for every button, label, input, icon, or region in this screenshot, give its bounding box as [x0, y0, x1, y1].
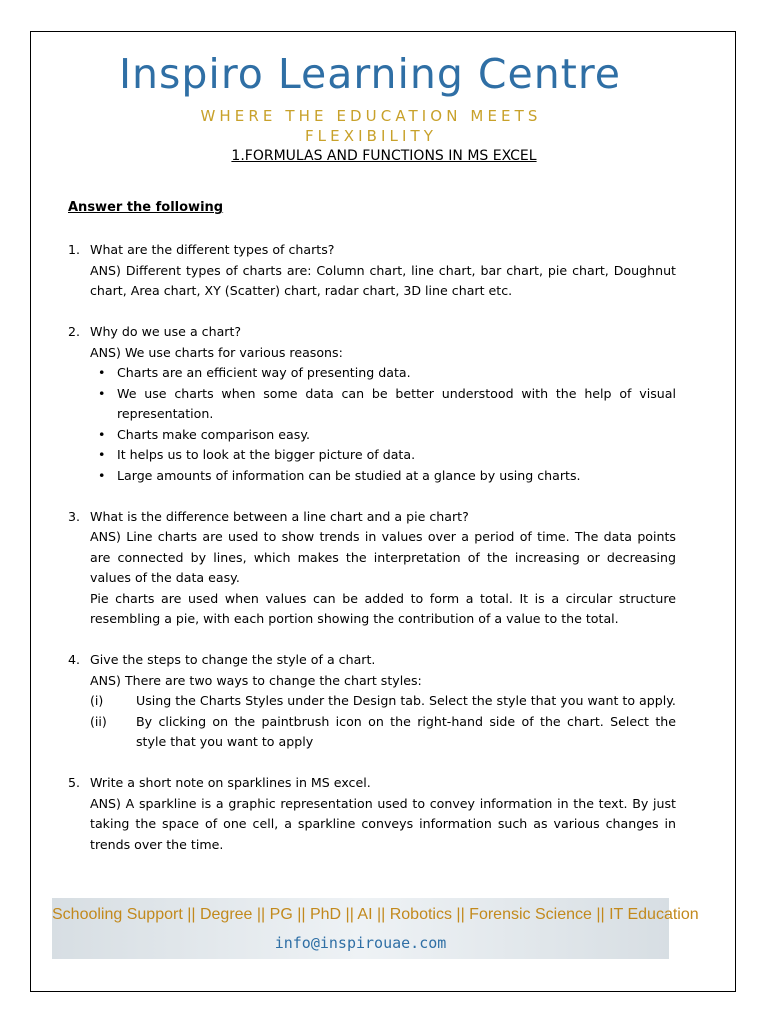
question-item [68, 650, 676, 753]
answer-text: ANS) A sparkline is a graphic representation used to convey information in the text. By just taking the space of one cell, a sparkline conveys information such as various changes in trends over the time. [90, 795, 676, 852]
step-item [90, 691, 676, 712]
step-number: (i) [90, 693, 104, 708]
question-number: 5. [68, 775, 81, 790]
answer-text: ANS) Different types of charts are: Column chart, line chart, bar chart, pie chart, Doughnut chart, Area chart, XY (Scatter) chart, radar chart, 3D line chart etc. [90, 262, 676, 298]
step-number: (ii) [90, 713, 107, 729]
question-text: Why do we use a chart? [90, 324, 242, 339]
bullet-icon: • [90, 426, 106, 442]
bullet-list [90, 363, 676, 486]
question-number: 3. [68, 508, 81, 524]
answer-text-continued: Pie charts are used when values can be added to form a total. It is a circular structure resembling a pie, with each portion showing the contribution of a value to the total. [90, 590, 676, 626]
question-item [68, 773, 676, 855]
tagline: WHERE THE EDUCATION MEETS FLEXIBILITY [200, 107, 542, 145]
question-number: 1. [68, 242, 81, 257]
answer-text: ANS) There are two ways to change the chart styles: [90, 672, 422, 688]
step-text: By clicking on the paintbrush icon on the right-hand side of the chart. Select the style that you want to apply [136, 713, 676, 749]
question-text: Write a short note on sparklines in MS excel. [90, 775, 371, 790]
question-item [68, 507, 676, 630]
page-title: 1.FORMULAS AND FUNCTIONS IN MS EXCEL [231, 148, 537, 164]
logo: Inspiro Learning Centre [118, 50, 622, 98]
footer-banner [52, 898, 699, 959]
step-item [90, 712, 676, 753]
question-item [68, 240, 676, 302]
question-text: Give the steps to change the style of a chart. [90, 652, 376, 667]
list-item: • Charts are an efficient way of presenting data. [90, 363, 676, 384]
bullet-icon: • [90, 447, 106, 462]
question-text: What is the difference between a line chart and a pie chart? [90, 508, 469, 524]
answer-text: ANS) We use charts for various reasons: [90, 344, 343, 360]
bullet-icon: • [90, 467, 106, 483]
question-text: What are the different types of charts? [90, 242, 335, 257]
question-number: 2. [68, 324, 81, 339]
list-item: • We use charts when some data can be better understood with the help of visual representation. [90, 384, 676, 425]
step-text: Using the Charts Styles under the Design tab. Select the style that you want to apply. [136, 693, 676, 708]
list-item: • Large amounts of information can be studied at a glance by using charts. [90, 466, 676, 487]
bullet-icon: • [90, 385, 106, 401]
footer-services: Schooling Support || Degree || PG || PhD || AI || Robotics || Forensic Science || IT Education [52, 906, 699, 923]
list-item: • It helps us to look at the bigger picture of data. [90, 445, 676, 466]
question-number: 4. [68, 652, 81, 667]
list-item: • Charts make comparison easy. [90, 425, 676, 446]
answer-text: ANS) Line charts are used to show trends in values over a period of time. The data points are connected by lines, which makes the interpretation of the increasing or decreasing values of the data easy. [90, 529, 676, 585]
question-item [68, 322, 676, 486]
footer-email: info@inspirouae.com [274, 934, 447, 952]
section-heading: Answer the following [68, 200, 224, 215]
bullet-icon: • [90, 365, 106, 380]
question-list [68, 240, 676, 876]
